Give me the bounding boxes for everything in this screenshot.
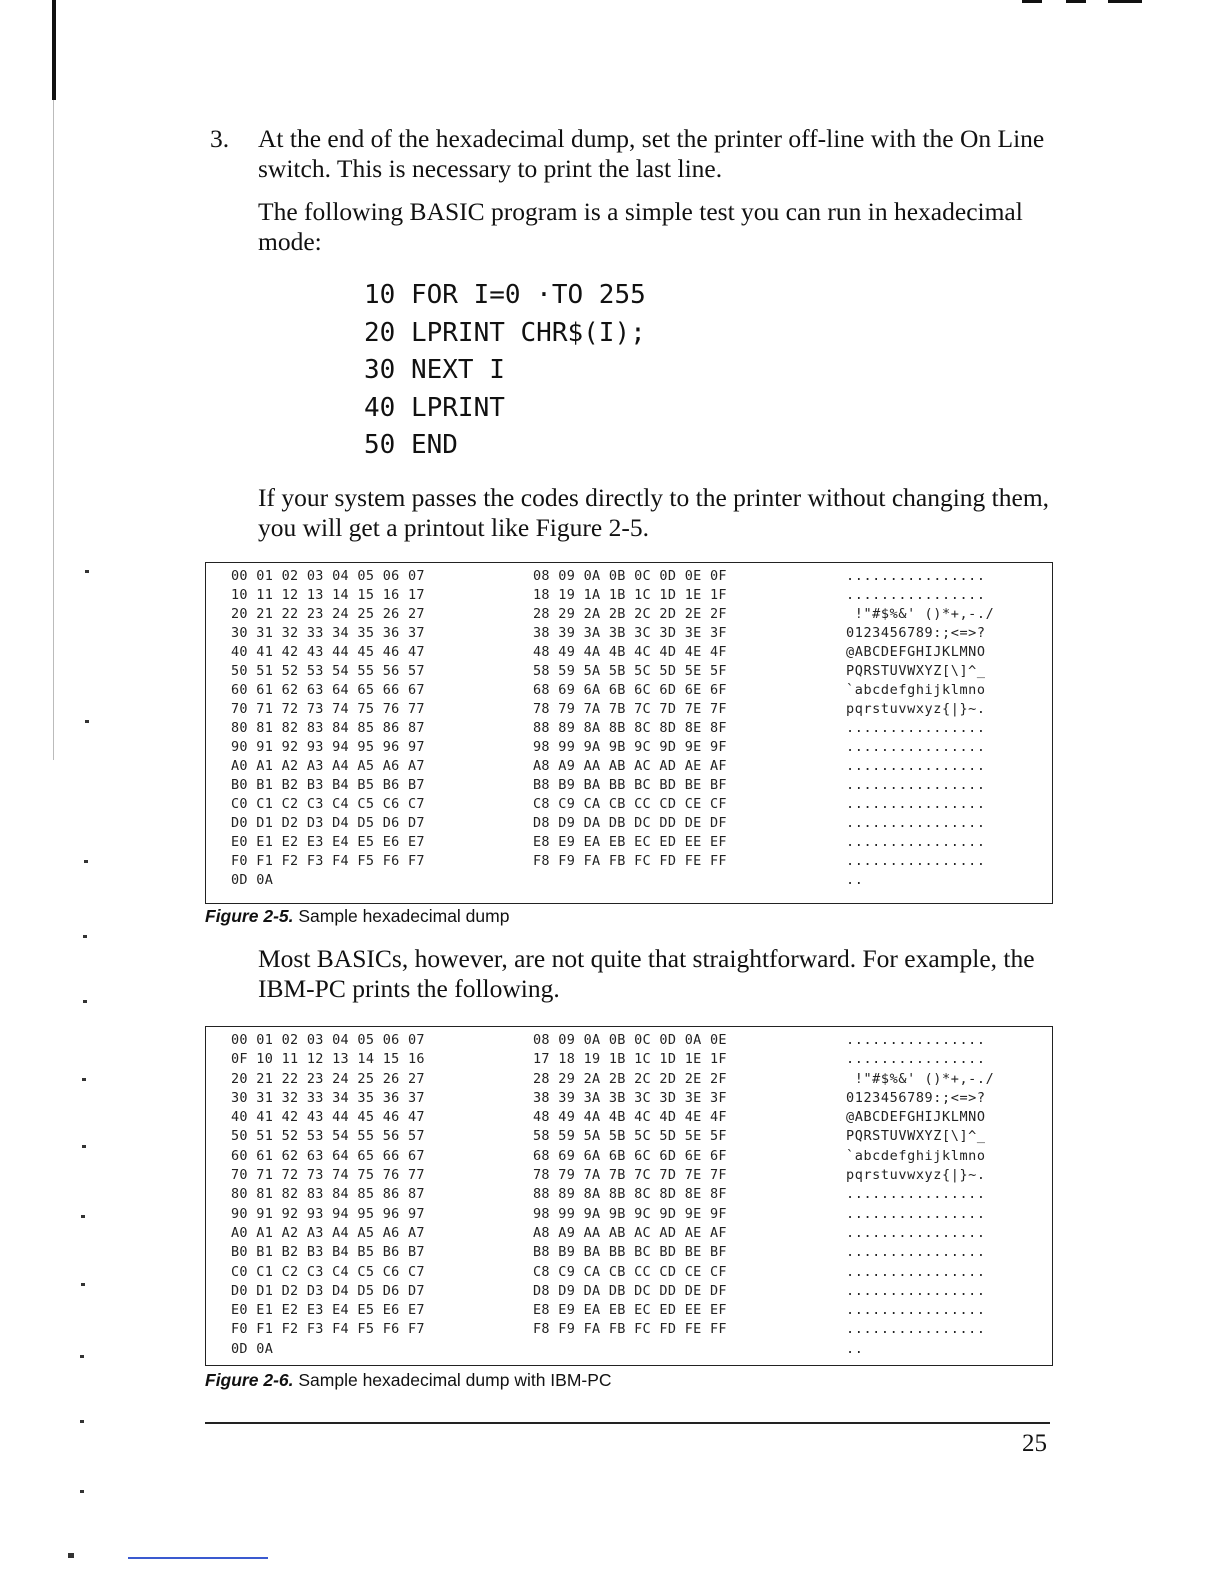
hex-right-cell: B8 B9 BA BB BC BD BE BF <box>533 777 727 793</box>
hex-right-cell: C8 C9 CA CB CC CD CE CF <box>533 1263 727 1280</box>
figure-2-5-dump <box>205 562 1053 904</box>
ascii-cell: `abcdefghijklmno <box>846 682 986 698</box>
hex-left-cell: A0 A1 A2 A3 A4 A5 A6 A7 <box>231 758 425 774</box>
ascii-cell: !"#$%&' ()*+,-./ <box>846 606 995 622</box>
caption-text: Sample hexadecimal dump <box>298 906 510 926</box>
hex-left-cell: 0D 0A <box>231 872 274 888</box>
hex-right-cell: 28 29 2A 2B 2C 2D 2E 2F <box>533 606 727 622</box>
scan-dot <box>81 1215 85 1218</box>
ascii-cell: ................ <box>846 1263 986 1280</box>
figure-2-6-caption <box>205 1370 612 1391</box>
hex-right-cell: 88 89 8A 8B 8C 8D 8E 8F <box>533 720 727 736</box>
scan-dot <box>85 570 89 573</box>
hex-left-cell: 70 71 72 73 74 75 76 77 <box>231 1167 425 1184</box>
scan-dot <box>82 1078 86 1081</box>
hex-left-cell: B0 B1 B2 B3 B4 B5 B6 B7 <box>231 777 425 793</box>
program-line: 20 LPRINT CHR$(I); <box>364 317 646 348</box>
hex-right-cell: 17 18 19 1B 1C 1D 1E 1F <box>533 1051 727 1068</box>
hex-right-cell: 78 79 7A 7B 7C 7D 7E 7F <box>533 1167 727 1184</box>
hex-left-cell: 30 31 32 33 34 35 36 37 <box>231 625 425 641</box>
ascii-cell: 0123456789:;<=>? <box>846 1089 986 1106</box>
hex-right-cell: 78 79 7A 7B 7C 7D 7E 7F <box>533 701 727 717</box>
program-line: 40 LPRINT <box>364 392 505 423</box>
intro-text: The following BASIC program is a simple test you can run in hexadecimal mode: <box>258 197 1023 256</box>
hex-left-cell: 50 51 52 53 54 55 56 57 <box>231 1128 425 1145</box>
scan-dot <box>81 1283 85 1286</box>
step-text: At the end of the hexadecimal dump, set the printer off-line with the On Line switch. This is necessary to print the last line. <box>258 124 1045 183</box>
scan-margin-line <box>53 100 54 760</box>
scan-dot <box>82 1145 86 1148</box>
hex-left-cell: 0F 10 11 12 13 14 15 16 <box>231 1051 425 1068</box>
ascii-cell: ................ <box>846 1205 986 1222</box>
hex-right-cell: 38 39 3A 3B 3C 3D 3E 3F <box>533 625 727 641</box>
step-number: 3. <box>210 124 230 153</box>
ascii-cell: !"#$%&' ()*+,-./ <box>846 1070 995 1087</box>
hex-right-cell: 98 99 9A 9B 9C 9D 9E 9F <box>533 1205 727 1222</box>
ascii-cell: ................ <box>846 777 986 793</box>
hex-left-cell: 10 11 12 13 14 15 16 17 <box>231 587 425 603</box>
hex-right-cell: 48 49 4A 4B 4C 4D 4E 4F <box>533 644 727 660</box>
hex-left-cell: 60 61 62 63 64 65 66 67 <box>231 682 425 698</box>
ascii-cell: ................ <box>846 834 986 850</box>
hex-right-cell: 08 09 0A 0B 0C 0D 0E 0F <box>533 568 727 584</box>
hex-left-cell: C0 C1 C2 C3 C4 C5 C6 C7 <box>231 796 425 812</box>
hex-left-cell: 40 41 42 43 44 45 46 47 <box>231 1109 425 1126</box>
scan-dot <box>83 935 87 938</box>
hex-right-cell: C8 C9 CA CB CC CD CE CF <box>533 796 727 812</box>
ascii-cell: ................ <box>846 1282 986 1299</box>
hex-left-cell: E0 E1 E2 E3 E4 E5 E6 E7 <box>231 1302 425 1319</box>
hex-right-cell: 58 59 5A 5B 5C 5D 5E 5F <box>533 663 727 679</box>
scan-dot <box>84 860 88 863</box>
basic-program <box>364 277 646 465</box>
after-program-text: If your system passes the codes directly to the printer without changing them, you will get a printout like Figure 2-5. <box>258 483 1050 542</box>
ascii-cell: ................ <box>846 1186 986 1203</box>
scan-top-mark <box>1022 0 1042 3</box>
scan-top-mark <box>1066 0 1086 3</box>
ascii-cell: ................ <box>846 587 986 603</box>
hex-left-cell: C0 C1 C2 C3 C4 C5 C6 C7 <box>231 1263 425 1280</box>
hex-right-cell: 68 69 6A 6B 6C 6D 6E 6F <box>533 1147 727 1164</box>
ascii-cell: .. <box>846 872 864 888</box>
ascii-cell: ................ <box>846 815 986 831</box>
ascii-cell: pqrstuvwxyz{|}~. <box>846 1167 986 1184</box>
hex-right-cell: 48 49 4A 4B 4C 4D 4E 4F <box>533 1109 727 1126</box>
hex-right-cell: F8 F9 FA FB FC FD FE FF <box>533 1321 727 1338</box>
ascii-cell: ................ <box>846 739 986 755</box>
caption-label: Figure 2-6. <box>205 1370 294 1390</box>
ascii-cell: PQRSTUVWXYZ[\]^_ <box>846 1128 986 1145</box>
hex-right-cell: 68 69 6A 6B 6C 6D 6E 6F <box>533 682 727 698</box>
caption-text: Sample hexadecimal dump with IBM-PC <box>298 1370 612 1390</box>
hex-right-cell: A8 A9 AA AB AC AD AE AF <box>533 758 727 774</box>
ascii-cell: ................ <box>846 853 986 869</box>
ascii-cell: .. <box>846 1340 864 1357</box>
hex-left-cell: 40 41 42 43 44 45 46 47 <box>231 644 425 660</box>
hex-left-cell: 20 21 22 23 24 25 26 27 <box>231 1070 425 1087</box>
middle-paragraph <box>210 944 1060 1004</box>
program-line: 50 END <box>364 430 458 461</box>
ascii-cell: ................ <box>846 1244 986 1261</box>
page-number: 25 <box>1022 1430 1047 1457</box>
program-line: 10 FOR I=0 ·TO 255 <box>364 280 646 310</box>
after-program-paragraph <box>210 483 1060 543</box>
ascii-cell: ................ <box>846 720 986 736</box>
ascii-cell: @ABCDEFGHIJKLMNO <box>846 1109 986 1126</box>
footer-rule <box>205 1422 1050 1424</box>
scan-margin-bar <box>52 0 56 100</box>
ascii-cell: ................ <box>846 758 986 774</box>
hex-right-cell: 98 99 9A 9B 9C 9D 9E 9F <box>533 739 727 755</box>
ascii-cell: ................ <box>846 568 986 584</box>
hex-right-cell: D8 D9 DA DB DC DD DE DF <box>533 815 727 831</box>
scan-dot <box>80 1490 84 1493</box>
ascii-cell: ................ <box>846 1224 986 1241</box>
ascii-cell: pqrstuvwxyz{|}~. <box>846 701 986 717</box>
hex-right-cell: E8 E9 EA EB EC ED EE EF <box>533 1302 727 1319</box>
hex-right-cell: 58 59 5A 5B 5C 5D 5E 5F <box>533 1128 727 1145</box>
hex-left-cell: 80 81 82 83 84 85 86 87 <box>231 1186 425 1203</box>
figure-2-6-dump <box>205 1026 1053 1366</box>
hex-right-cell: F8 F9 FA FB FC FD FE FF <box>533 853 727 869</box>
hex-left-cell: D0 D1 D2 D3 D4 D5 D6 D7 <box>231 815 425 831</box>
caption-label: Figure 2-5. <box>205 906 294 926</box>
hex-right-cell: E8 E9 EA EB EC ED EE EF <box>533 834 727 850</box>
scan-bottom-line <box>128 1557 268 1559</box>
hex-right-cell: 28 29 2A 2B 2C 2D 2E 2F <box>533 1070 727 1087</box>
scan-dot <box>68 1553 74 1558</box>
program-line: 30 NEXT I <box>364 355 505 386</box>
middle-text: Most BASICs, however, are not quite that straightforward. For example, the IBM-PC prints the following. <box>258 944 1035 1003</box>
hex-left-cell: 00 01 02 03 04 05 06 07 <box>231 568 425 584</box>
scan-dot <box>80 1420 84 1423</box>
hex-right-cell: 88 89 8A 8B 8C 8D 8E 8F <box>533 1186 727 1203</box>
hex-left-cell: D0 D1 D2 D3 D4 D5 D6 D7 <box>231 1282 425 1299</box>
ascii-cell: `abcdefghijklmno <box>846 1147 986 1164</box>
hex-right-cell: D8 D9 DA DB DC DD DE DF <box>533 1282 727 1299</box>
scan-dot <box>83 1000 87 1003</box>
hex-right-cell: B8 B9 BA BB BC BD BE BF <box>533 1244 727 1261</box>
hex-right-cell: A8 A9 AA AB AC AD AE AF <box>533 1224 727 1241</box>
hex-left-cell: 00 01 02 03 04 05 06 07 <box>231 1032 425 1048</box>
ascii-cell: ................ <box>846 1051 986 1068</box>
ascii-cell: ................ <box>846 1302 986 1319</box>
hex-left-cell: E0 E1 E2 E3 E4 E5 E6 E7 <box>231 834 425 850</box>
hex-left-cell: 30 31 32 33 34 35 36 37 <box>231 1089 425 1106</box>
hex-left-cell: A0 A1 A2 A3 A4 A5 A6 A7 <box>231 1224 425 1241</box>
ascii-cell: PQRSTUVWXYZ[\]^_ <box>846 663 986 679</box>
hex-left-cell: 50 51 52 53 54 55 56 57 <box>231 663 425 679</box>
hex-left-cell: 70 71 72 73 74 75 76 77 <box>231 701 425 717</box>
scan-top-mark <box>1108 0 1142 3</box>
ascii-cell: ................ <box>846 1032 986 1048</box>
hex-left-cell: 90 91 92 93 94 95 96 97 <box>231 739 425 755</box>
hex-left-cell: F0 F1 F2 F3 F4 F5 F6 F7 <box>231 853 425 869</box>
hex-left-cell: B0 B1 B2 B3 B4 B5 B6 B7 <box>231 1244 425 1261</box>
intro-paragraph <box>210 197 1060 257</box>
hex-right-cell: 18 19 1A 1B 1C 1D 1E 1F <box>533 587 727 603</box>
scan-dot <box>80 1355 84 1358</box>
scan-dot <box>85 720 89 723</box>
hex-right-cell: 08 09 0A 0B 0C 0D 0A 0E <box>533 1032 727 1048</box>
hex-left-cell: F0 F1 F2 F3 F4 F5 F6 F7 <box>231 1321 425 1338</box>
hex-left-cell: 0D 0A <box>231 1340 274 1357</box>
ascii-cell: @ABCDEFGHIJKLMNO <box>846 644 986 660</box>
hex-left-cell: 90 91 92 93 94 95 96 97 <box>231 1205 425 1222</box>
hex-left-cell: 60 61 62 63 64 65 66 67 <box>231 1147 425 1164</box>
hex-left-cell: 20 21 22 23 24 25 26 27 <box>231 606 425 622</box>
figure-2-5-caption <box>205 906 509 927</box>
hex-right-cell: 38 39 3A 3B 3C 3D 3E 3F <box>533 1089 727 1106</box>
ascii-cell: 0123456789:;<=>? <box>846 625 986 641</box>
ascii-cell: ................ <box>846 796 986 812</box>
hex-left-cell: 80 81 82 83 84 85 86 87 <box>231 720 425 736</box>
ascii-cell: ................ <box>846 1321 986 1338</box>
